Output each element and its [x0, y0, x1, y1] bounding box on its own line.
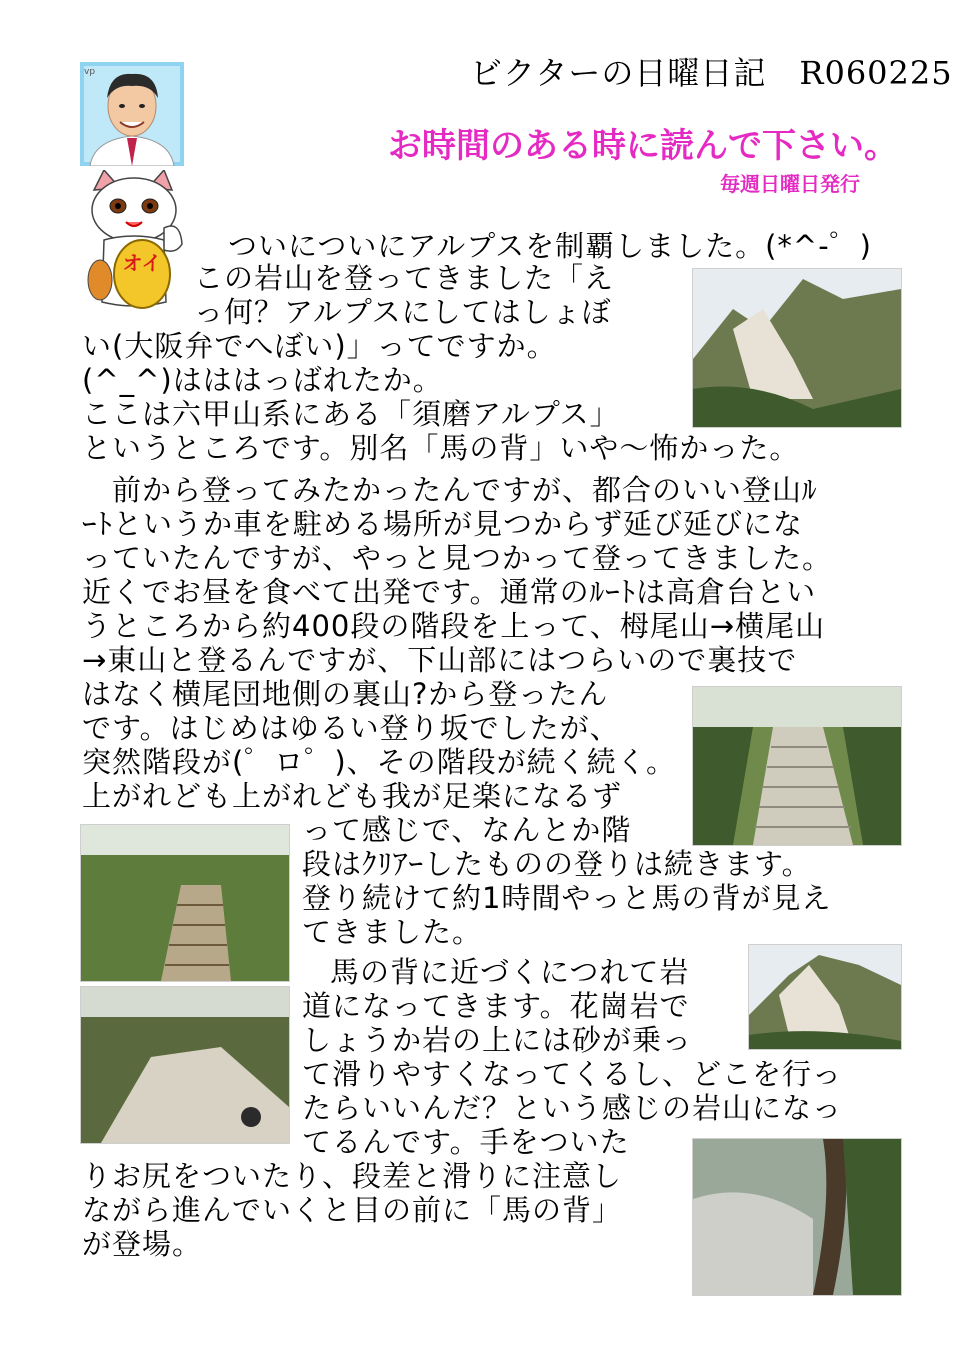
photo-stone-stairs — [692, 686, 902, 846]
photo-trail-steps — [80, 824, 290, 982]
photo-rocky-path — [80, 986, 290, 1144]
lucky-cat-mascot-icon — [80, 170, 192, 310]
body-line: 上がれども上がれども我が足楽になるず — [82, 779, 623, 813]
body-line: です。はじめはゆるい登り坂でしたが、 — [82, 711, 620, 745]
body-line: はなく横尾団地側の裏山?から登ったん — [82, 677, 609, 711]
body-line: →東山と登るんですが、下山部にはつらいので裏技で — [82, 643, 798, 677]
mascot — [80, 170, 192, 310]
body-line: 馬の背に近づくにつれて岩 — [330, 955, 690, 989]
body-line: 道になってきます。花崗岩で — [302, 989, 690, 1023]
avatar-caricature-icon — [80, 62, 184, 166]
body-line: っ何？アルプスにしてはしょぼ — [194, 295, 612, 329]
body-line: て滑りやすくなってくるし、どこを行っ — [302, 1057, 843, 1091]
body-line: 近くでお昼を食べて出発です。通常のﾙｰﾄは高倉台とい — [82, 575, 817, 609]
svg-text:vp: vp — [84, 67, 96, 77]
body-line: 登り続けて約1時間やっと馬の背が見え — [302, 881, 832, 915]
body-line: しょうか岩の上には砂が乗っ — [302, 1023, 693, 1057]
body-line: りお尻をついたり、段差と滑りに注意し — [82, 1159, 623, 1193]
body-line: ここは六甲山系にある「須磨アルプス」 — [82, 397, 620, 431]
coin-text: オイ — [122, 251, 162, 275]
body-line: ついについにアルプスを制覇しました。(*^-゜) — [228, 229, 872, 263]
body-line: が登場。 — [82, 1227, 203, 1261]
body-line: たらいいんだ？という感じの岩山になっ — [302, 1091, 843, 1125]
photo-rock-and-tree — [692, 1138, 902, 1296]
body-line: この岩山を登ってきました「え — [194, 261, 615, 295]
body-line: というところです。別名「馬の背」いや～怖かった。 — [82, 431, 800, 465]
page-title: ビクターの日曜日記 R060225 — [470, 54, 953, 92]
body-line: 段はｸﾘｱｰしたものの登りは続きます。 — [302, 847, 812, 881]
body-line: 前から登ってみたかったんですが、都合のいい登山ﾙ — [112, 473, 818, 507]
photo-rocky-ridge — [748, 944, 902, 1050]
body-line: い(大阪弁でへぼい)」ってですか。 — [82, 329, 557, 363]
body-line: うところから約400段の階段を上って、栂尾山→横尾山 — [82, 609, 826, 643]
body-line: 突然階段が(゜ロ゜)、その階段が続く続く。 — [82, 745, 677, 779]
avatar — [80, 62, 184, 166]
page-subtitle: お時間のある時に読んで下さい。 — [388, 126, 898, 166]
photo-rocky-mountain — [692, 268, 902, 428]
body-line: っていたんですが、やっと見つかって登ってきました。 — [82, 541, 833, 575]
body-line: って感じで、なんとか階 — [302, 813, 632, 847]
body-line: (^_^)はははっばれたか。 — [82, 363, 443, 397]
body-line: てるんです。手をついた — [302, 1125, 630, 1159]
publication-note: 毎週日曜日発行 — [720, 172, 860, 196]
body-line: てきました。 — [302, 915, 483, 949]
body-line: ながら進んでいくと目の前に「馬の背」 — [82, 1193, 623, 1227]
body-line: ｰﾄというか車を駐める場所が見つからず延び延びにな — [82, 507, 804, 541]
